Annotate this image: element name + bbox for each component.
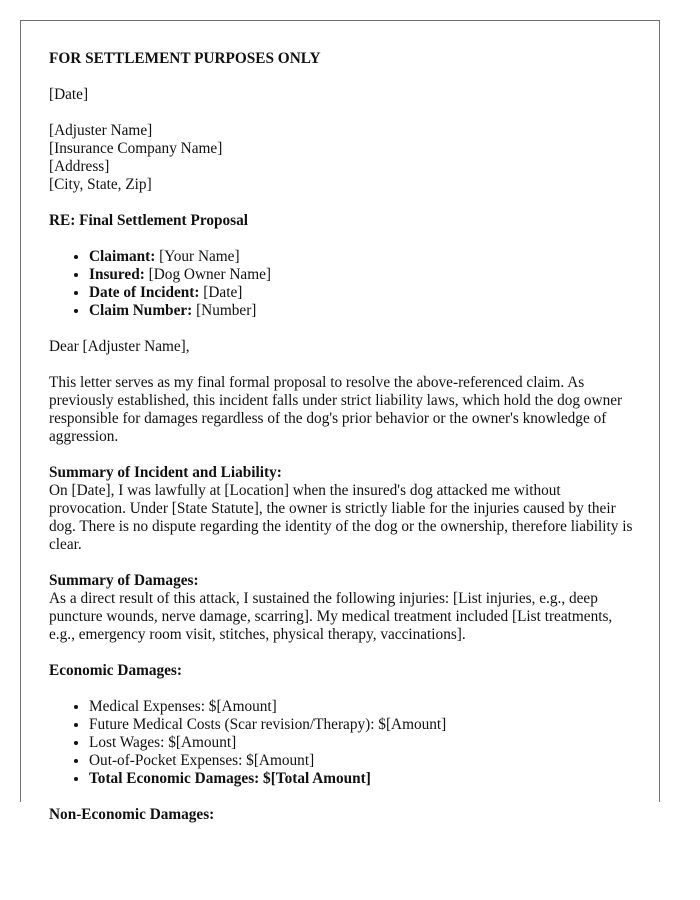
claim-info-value: [Your Name] bbox=[155, 248, 240, 265]
damages-section bbox=[49, 572, 639, 644]
claim-info-label: Insured: bbox=[89, 266, 145, 283]
recipient-block bbox=[49, 122, 639, 194]
letter-date: [Date] bbox=[49, 86, 89, 103]
claim-info-label: Claim Number: bbox=[89, 302, 193, 319]
claim-info-label: Date of Incident: bbox=[89, 284, 200, 301]
liability-heading: Summary of Incident and Liability: bbox=[49, 464, 282, 481]
non-economic-damages-heading: Non-Economic Damages: bbox=[49, 806, 215, 823]
economic-damages-heading: Economic Damages: bbox=[49, 662, 182, 679]
economic-damage-item: • Medical Expenses: $[Amount] bbox=[89, 698, 639, 716]
intro-paragraph: This letter serves as my final formal proposal to resolve the above-referenced claim. As previously established, this incident falls under strict liability laws, which hold the dog owner responsible for damages regardless of the dog's prior behavior or the owner's knowledge of aggression. bbox=[49, 374, 623, 445]
recipient-company: [Insurance Company Name] bbox=[49, 140, 223, 157]
claim-info-item bbox=[89, 248, 639, 266]
letter-title: FOR SETTLEMENT PURPOSES ONLY bbox=[49, 50, 321, 67]
claim-info-value: [Dog Owner Name] bbox=[144, 266, 271, 283]
economic-damage-item: • Lost Wages: $[Amount] bbox=[89, 734, 639, 752]
claim-info-list bbox=[49, 248, 639, 320]
damages-body: As a direct result of this attack, I sustained the following injuries: [List injuries, e.g., deep puncture wounds, nerve damage, scarring]. My medical treatment included [List treatments, e.g., emergency room visit, stitches, physical therapy, vaccinations]. bbox=[49, 590, 613, 643]
economic-damages-list bbox=[49, 698, 639, 788]
letter-content bbox=[49, 50, 639, 842]
recipient-address: [Address] bbox=[49, 158, 110, 175]
claim-info-item bbox=[89, 284, 639, 302]
claim-info-item bbox=[89, 302, 639, 320]
recipient-city-state-zip: [City, State, Zip] bbox=[49, 176, 152, 193]
liability-section bbox=[49, 464, 639, 554]
economic-damage-item: • Out-of-Pocket Expenses: $[Amount] bbox=[89, 752, 639, 770]
claim-info-label: Claimant: bbox=[89, 248, 156, 265]
economic-damage-item: • Future Medical Costs (Scar revision/Therapy): $[Amount] bbox=[89, 716, 639, 734]
letter-page bbox=[20, 20, 660, 823]
economic-damage-total: • Total Economic Damages: $[Total Amount] bbox=[89, 770, 639, 788]
re-line: RE: Final Settlement Proposal bbox=[49, 212, 248, 229]
claim-info-value: [Number] bbox=[192, 302, 257, 319]
claim-info-value: [Date] bbox=[199, 284, 243, 301]
salutation: Dear [Adjuster Name], bbox=[49, 338, 190, 355]
claim-info-item bbox=[89, 266, 639, 284]
liability-body: On [Date], I was lawfully at [Location] when the insured's dog attacked me without provocation. Under [State Statute], the owner is strictly liable for the injuries caused by their dog. There is no dispute regarding the identity of the dog or the ownership, therefore liability is clear. bbox=[49, 482, 633, 553]
damages-heading: Summary of Damages: bbox=[49, 572, 199, 589]
recipient-name: [Adjuster Name] bbox=[49, 122, 153, 139]
